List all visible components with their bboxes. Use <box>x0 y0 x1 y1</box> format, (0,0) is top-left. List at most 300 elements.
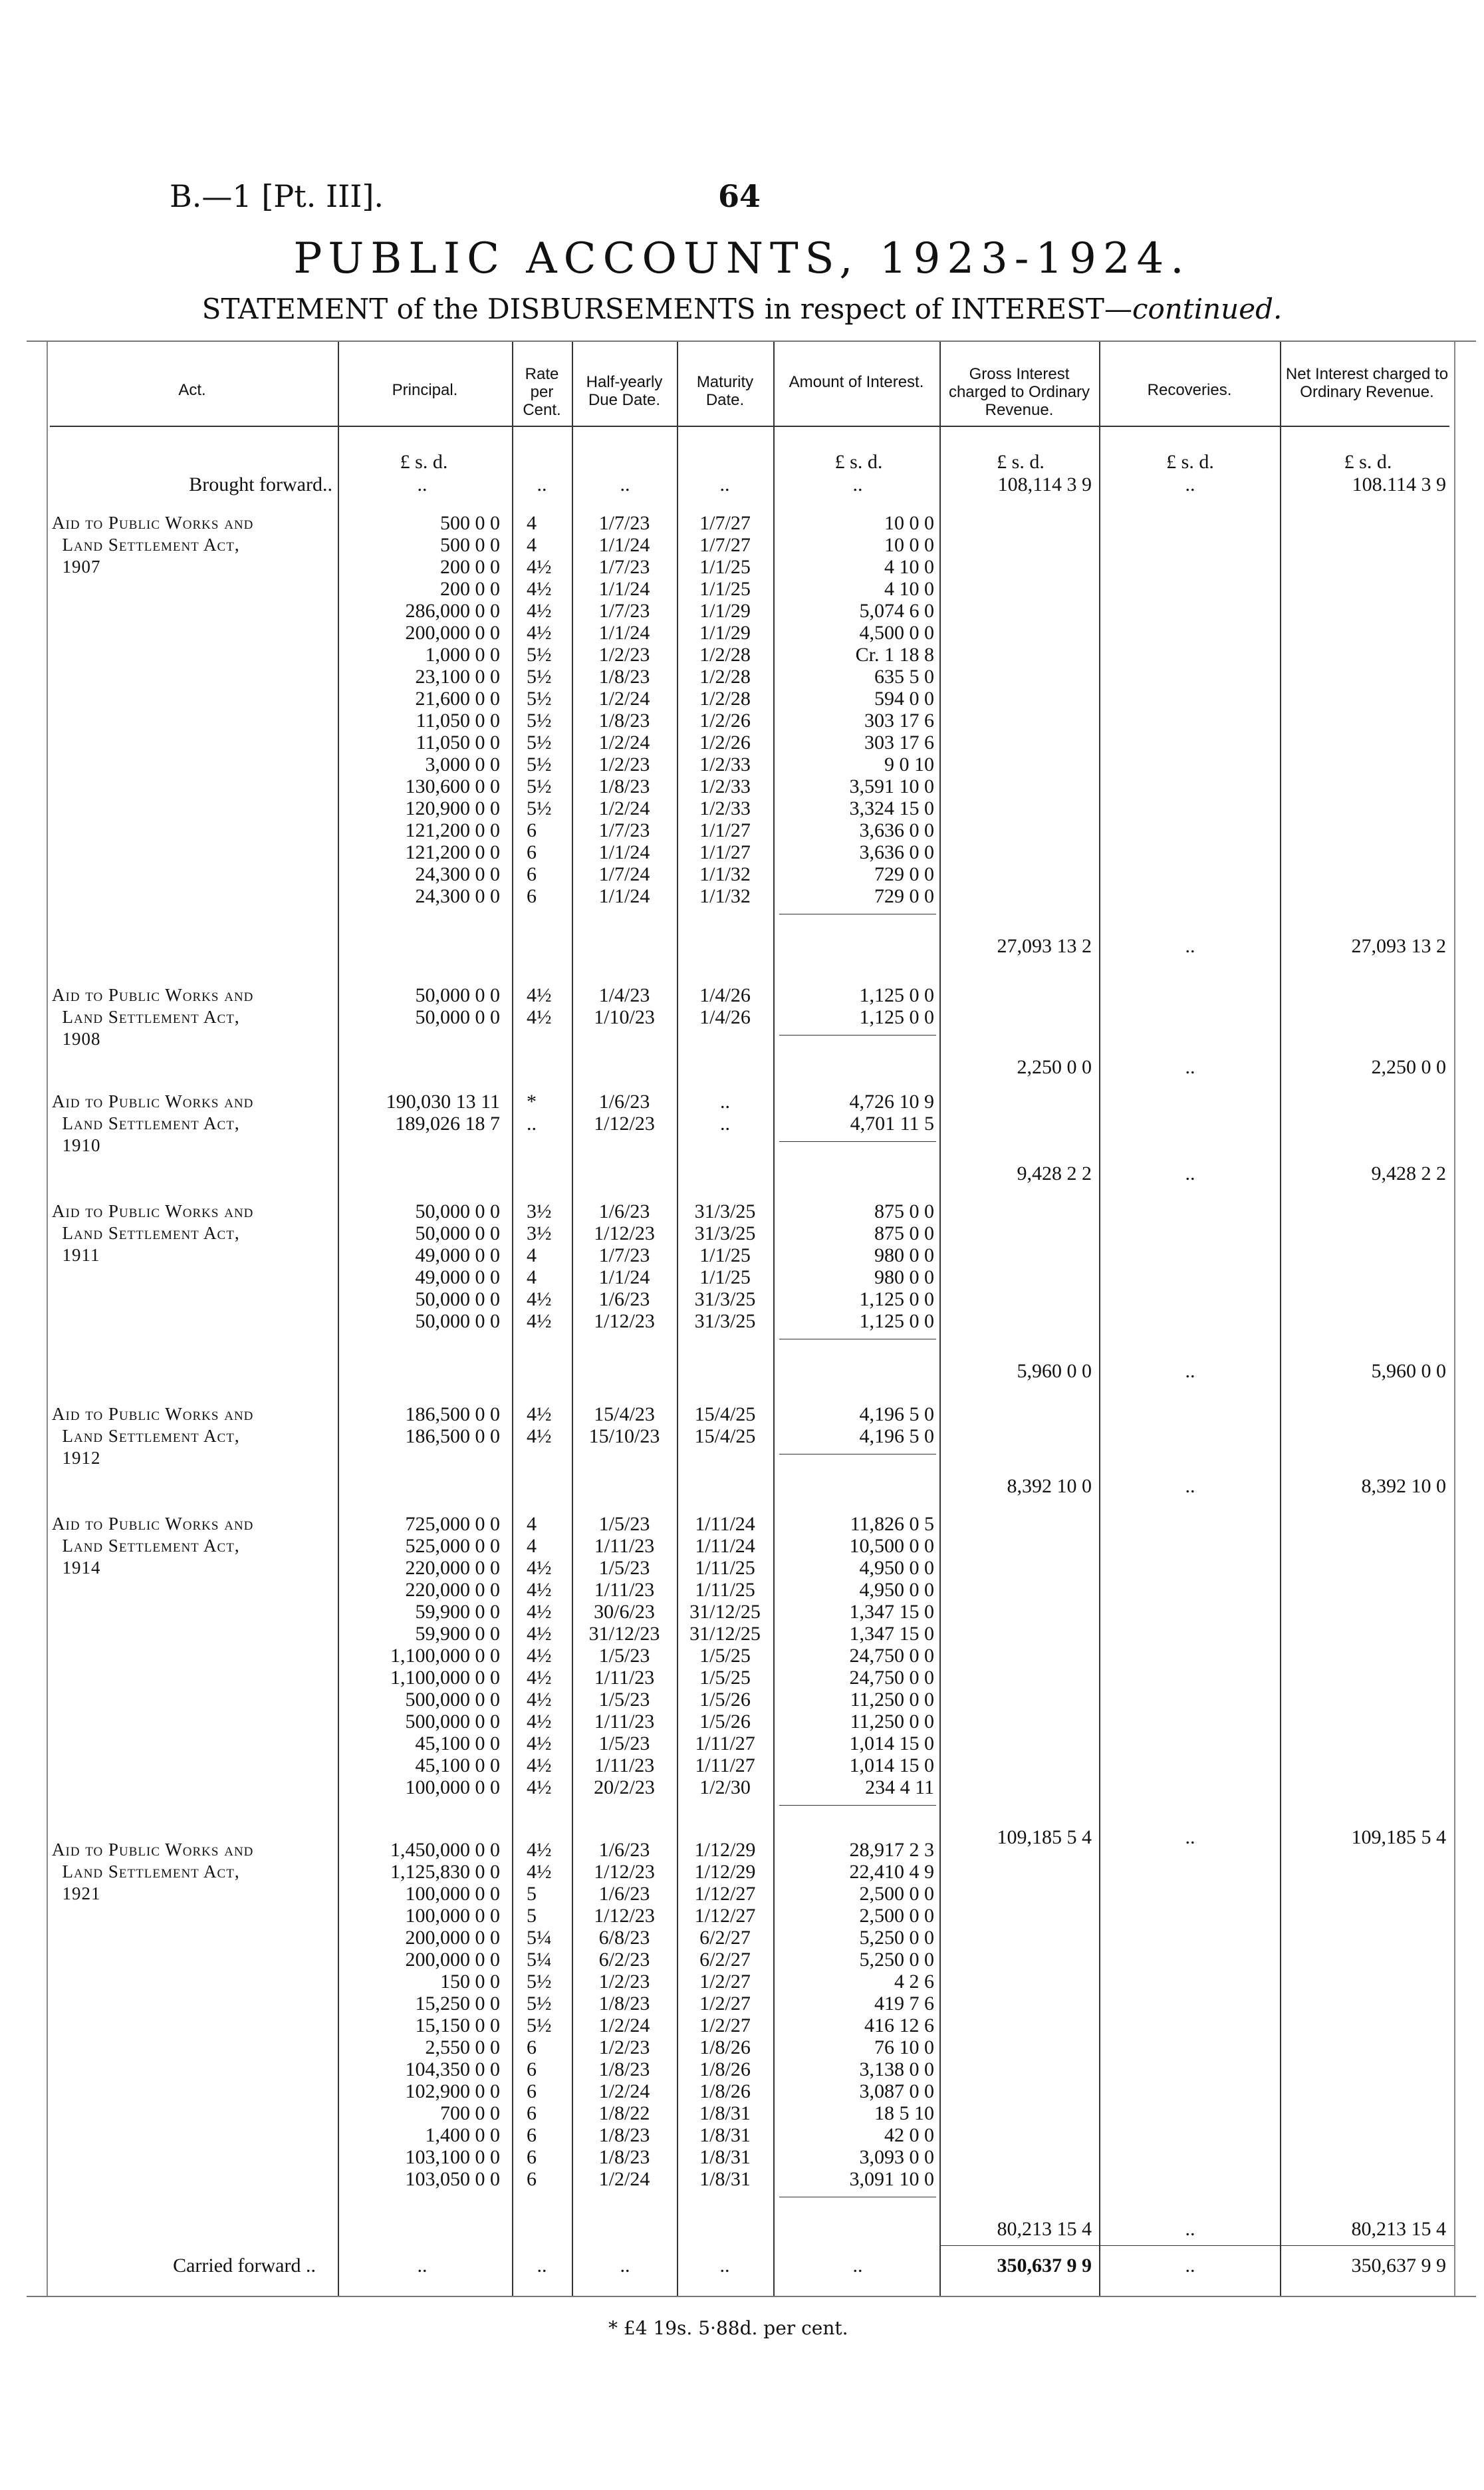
principal-value: 190,030 13 11 <box>386 1091 500 1113</box>
principal-value: 120,900 0 0 <box>405 797 500 819</box>
half-yearly-date: 1/8/23 <box>598 775 650 797</box>
rate-value: 6 <box>527 2058 537 2080</box>
rate-value: 3½ <box>527 1200 552 1222</box>
statement-subtitle <box>0 293 1484 325</box>
act-name: Aid to Public Works and Land Settlement Act, 1914 <box>52 1514 254 1578</box>
maturity-date: 31/3/25 <box>694 1200 756 1222</box>
maturity-date: 1/2/30 <box>699 1776 751 1798</box>
dots: .. <box>537 2255 547 2277</box>
rate-value: 4½ <box>527 578 552 600</box>
maturity-date: 1/12/29 <box>694 1839 756 1861</box>
principal-value: 24,300 0 0 <box>415 863 500 885</box>
act-name: Aid to Public Works and Land Settlement Act, 1911 <box>52 1201 254 1265</box>
interest-amount: 11,250 0 0 <box>850 1711 934 1732</box>
maturity-date: 31/3/25 <box>694 1222 756 1244</box>
brought-forward-gross: 108,114 3 9 <box>997 474 1092 495</box>
table-top-rule <box>27 341 1476 342</box>
header-bottom-rule <box>50 426 1449 427</box>
half-yearly-date: 1/2/23 <box>598 2036 650 2058</box>
currency-units: £ s. d. <box>997 451 1045 473</box>
net-interest: 2,250 0 0 <box>1371 1056 1446 1078</box>
interest-amount: 303 17 6 <box>864 732 934 754</box>
interest-amount: 3,591 10 0 <box>849 775 934 797</box>
half-yearly-date: 31/12/23 <box>588 1623 660 1645</box>
maturity-date: 15/4/25 <box>694 1425 756 1447</box>
currency-units: £ s. d. <box>834 451 883 473</box>
principal-value: 100,000 0 0 <box>405 1905 500 1927</box>
interest-amount: 10 0 0 <box>884 534 934 556</box>
rate-value: 4½ <box>527 1310 552 1332</box>
principal-value: 59,900 0 0 <box>415 1623 500 1645</box>
interest-amount: 3,091 10 0 <box>849 2168 934 2190</box>
half-yearly-date: 1/5/23 <box>598 1732 650 1754</box>
maturity-date: 1/1/32 <box>699 885 751 907</box>
rate-value: 4 <box>527 534 537 556</box>
interest-amount: 875 0 0 <box>874 1222 934 1244</box>
interest-amount: 594 0 0 <box>874 688 934 710</box>
half-yearly-date: 6/8/23 <box>598 1927 650 1949</box>
half-yearly-date: 1/1/24 <box>598 1266 650 1288</box>
rate-value: 6 <box>527 2036 537 2058</box>
dots: .. <box>852 474 863 495</box>
maturity-date: 1/8/31 <box>699 2102 751 2124</box>
rate-value: 6 <box>527 2146 537 2168</box>
half-yearly-date: 1/2/23 <box>598 754 650 775</box>
principal-value: 121,200 0 0 <box>405 841 500 863</box>
maturity-date: 1/1/27 <box>699 841 751 863</box>
maturity-date: 1/5/26 <box>699 1689 751 1711</box>
rate-value: 4½ <box>527 1557 552 1579</box>
page-number: 64 <box>718 178 761 214</box>
rate-value: 6 <box>527 819 537 841</box>
maturity-date: 1/2/33 <box>699 775 751 797</box>
interest-amount: 4,701 11 5 <box>850 1113 934 1135</box>
act-name: Aid to Public Works and Land Settlement Act, 1907 <box>52 513 254 577</box>
interest-amount: 18 5 10 <box>874 2102 934 2124</box>
rate-value: 4 <box>527 1244 537 1266</box>
header-recoveries: Recoveries. <box>1147 381 1232 399</box>
half-yearly-date: 1/7/23 <box>598 512 650 534</box>
principal-value: 150 0 0 <box>440 1971 500 1993</box>
principal-value: 220,000 0 0 <box>405 1557 500 1579</box>
rate-value: 6 <box>527 863 537 885</box>
half-yearly-date: 1/2/24 <box>598 732 650 754</box>
principal-value: 189,026 18 7 <box>395 1113 500 1135</box>
half-yearly-date: 1/6/23 <box>598 1288 650 1310</box>
gross-interest: 8,392 10 0 <box>1007 1475 1092 1497</box>
principal-value: 100,000 0 0 <box>405 1883 500 1905</box>
half-yearly-date: 1/7/23 <box>598 1244 650 1266</box>
maturity-date: 1/1/25 <box>699 556 751 578</box>
rate-value: .. <box>527 1113 537 1135</box>
interest-amount: 2,500 0 0 <box>859 1905 934 1927</box>
half-yearly-date: 1/12/23 <box>594 1222 655 1244</box>
half-yearly-date: 1/2/24 <box>598 2014 650 2036</box>
interest-amount: 980 0 0 <box>874 1266 934 1288</box>
rate-value: 6 <box>527 2124 537 2146</box>
rate-value: 5½ <box>527 732 552 754</box>
header-net: Net Interest charged to Ordinary Revenue. <box>1285 365 1449 401</box>
maturity-date: 1/1/25 <box>699 578 751 600</box>
interest-amount: 4 10 0 <box>884 578 934 600</box>
maturity-date: 1/12/29 <box>694 1861 756 1883</box>
principal-value: 1,100,000 0 0 <box>390 1645 500 1667</box>
maturity-date: 1/8/31 <box>699 2146 751 2168</box>
dots: .. <box>620 2255 630 2277</box>
maturity-date: 1/2/27 <box>699 1971 751 1993</box>
principal-value: 45,100 0 0 <box>415 1754 500 1776</box>
maturity-date: .. <box>720 1091 730 1113</box>
maturity-date: 1/2/28 <box>699 644 751 666</box>
interest-amount: 24,750 0 0 <box>849 1645 934 1667</box>
subtotal-rule <box>779 1805 936 1806</box>
interest-amount: 24,750 0 0 <box>849 1667 934 1689</box>
interest-amount: 4 10 0 <box>884 556 934 578</box>
half-yearly-date: 1/1/24 <box>598 534 650 556</box>
maturity-date: 1/1/25 <box>699 1244 751 1266</box>
half-yearly-date: 6/2/23 <box>598 1949 650 1971</box>
rate-value: 4½ <box>527 1776 552 1798</box>
maturity-date: 1/8/31 <box>699 2124 751 2146</box>
principal-value: 45,100 0 0 <box>415 1732 500 1754</box>
maturity-date: 1/7/27 <box>699 512 751 534</box>
footnote: * £4 19s. 5·88d. per cent. <box>608 2317 848 2339</box>
rate-value: 4½ <box>527 1711 552 1732</box>
maturity-date: 1/5/25 <box>699 1645 751 1667</box>
half-yearly-date: 1/6/23 <box>598 1883 650 1905</box>
half-yearly-date: 1/8/23 <box>598 2146 650 2168</box>
rate-value: 4½ <box>527 1861 552 1883</box>
rate-value: 5½ <box>527 1993 552 2014</box>
maturity-date: 1/11/27 <box>695 1732 755 1754</box>
interest-amount: 1,125 0 0 <box>859 1310 934 1332</box>
half-yearly-date: 15/10/23 <box>588 1425 660 1447</box>
principal-value: 103,100 0 0 <box>405 2146 500 2168</box>
maturity-date: 1/7/27 <box>699 534 751 556</box>
maturity-date: 1/2/26 <box>699 710 751 732</box>
half-yearly-date: 1/11/23 <box>594 1667 655 1689</box>
interest-amount: 4,950 0 0 <box>859 1557 934 1579</box>
maturity-date: 1/2/33 <box>699 797 751 819</box>
gross-interest: 80,213 15 4 <box>997 2218 1092 2240</box>
interest-amount: 3,087 0 0 <box>859 2080 934 2102</box>
half-yearly-date: 20/2/23 <box>594 1776 655 1798</box>
principal-value: 50,000 0 0 <box>415 1288 500 1310</box>
rate-value: 4½ <box>527 1667 552 1689</box>
principal-value: 104,350 0 0 <box>405 2058 500 2080</box>
rate-value: 6 <box>527 2102 537 2124</box>
principal-value: 49,000 0 0 <box>415 1244 500 1266</box>
maturity-date: 1/8/26 <box>699 2058 751 2080</box>
principal-value: 50,000 0 0 <box>415 1222 500 1244</box>
currency-units: £ s. d. <box>1344 451 1392 473</box>
maturity-date: 15/4/25 <box>694 1403 756 1425</box>
half-yearly-date: 1/2/23 <box>598 644 650 666</box>
rate-value: 5 <box>527 1883 537 1905</box>
rate-value: 4½ <box>527 1645 552 1667</box>
interest-amount: 234 4 11 <box>865 1776 934 1798</box>
net-interest: 8,392 10 0 <box>1361 1475 1446 1497</box>
net-interest: 27,093 13 2 <box>1351 935 1446 957</box>
maturity-date: 1/11/24 <box>695 1513 755 1535</box>
interest-amount: 5,250 0 0 <box>859 1949 934 1971</box>
rate-value: 5½ <box>527 797 552 819</box>
interest-amount: 3,138 0 0 <box>859 2058 934 2080</box>
header-act: Act. <box>178 381 206 399</box>
carried-forward-gross: 350,637 9 9 <box>997 2255 1092 2277</box>
subtitle-continued: continued. <box>1132 293 1283 325</box>
interest-amount: 42 0 0 <box>884 2124 934 2146</box>
interest-amount: 635 5 0 <box>874 666 934 688</box>
maturity-date: 1/12/27 <box>694 1905 756 1927</box>
half-yearly-date: 1/8/23 <box>598 1993 650 2014</box>
interest-amount: 416 12 6 <box>864 2014 934 2036</box>
carried-forward-label: Carried forward .. <box>173 2255 316 2277</box>
half-yearly-date: 1/2/23 <box>598 1971 650 1993</box>
principal-value: 220,000 0 0 <box>405 1579 500 1601</box>
maturity-date: 1/11/24 <box>695 1535 755 1557</box>
dots: .. <box>719 2255 730 2277</box>
column-rule <box>1099 341 1100 2296</box>
currency-units: £ s. d. <box>400 451 448 473</box>
interest-amount: 303 17 6 <box>864 710 934 732</box>
principal-value: 725,000 0 0 <box>405 1513 500 1535</box>
subtitle-lead: STATEMENT of the DISBURSEMENTS in respect of INTEREST— <box>201 293 1132 325</box>
column-rule <box>338 341 339 2296</box>
subtotal-rule <box>779 1141 936 1142</box>
half-yearly-date: 1/2/24 <box>598 797 650 819</box>
maturity-date: 1/1/25 <box>699 1266 751 1288</box>
interest-amount: 1,014 15 0 <box>849 1732 934 1754</box>
interest-amount: 5,250 0 0 <box>859 1927 934 1949</box>
maturity-date: 1/11/25 <box>695 1579 755 1601</box>
principal-value: 11,050 0 0 <box>416 732 500 754</box>
recoveries-value: .. <box>1185 1826 1195 1848</box>
principal-value: 200 0 0 <box>440 578 500 600</box>
act-name: Aid to Public Works and Land Settlement Act, 1910 <box>52 1091 254 1155</box>
half-yearly-date: 1/5/23 <box>598 1645 650 1667</box>
maturity-date: 1/2/28 <box>699 688 751 710</box>
principal-value: 286,000 0 0 <box>405 600 500 622</box>
maturity-date: 1/12/27 <box>694 1883 756 1905</box>
header-maturity: Maturity Date. <box>696 373 754 409</box>
maturity-date: 1/5/26 <box>699 1711 751 1732</box>
principal-value: 59,900 0 0 <box>415 1601 500 1623</box>
rate-value: 4 <box>527 1535 537 1557</box>
principal-value: 50,000 0 0 <box>415 1200 500 1222</box>
maturity-date: 6/2/27 <box>699 1927 751 1949</box>
interest-amount: 4 2 6 <box>894 1971 934 1993</box>
interest-amount: 9 0 10 <box>884 754 934 775</box>
half-yearly-date: 1/12/23 <box>594 1310 655 1332</box>
interest-amount: 3,324 15 0 <box>849 797 934 819</box>
half-yearly-date: 1/7/23 <box>598 556 650 578</box>
column-rule <box>47 341 48 2296</box>
rate-value: 4 <box>527 512 537 534</box>
maturity-date: 1/11/27 <box>695 1754 755 1776</box>
interest-amount: 3,636 0 0 <box>859 819 934 841</box>
principal-value: 500 0 0 <box>440 534 500 556</box>
half-yearly-date: 1/8/23 <box>598 666 650 688</box>
subtotal-rule <box>779 1035 936 1036</box>
interest-amount: 980 0 0 <box>874 1244 934 1266</box>
half-yearly-date: 1/2/24 <box>598 2080 650 2102</box>
interest-amount: 729 0 0 <box>874 885 934 907</box>
interest-amount: 729 0 0 <box>874 863 934 885</box>
gross-interest: 2,250 0 0 <box>1017 1056 1092 1078</box>
half-yearly-date: 1/11/23 <box>594 1579 655 1601</box>
carried-forward-rule <box>939 2245 1454 2246</box>
interest-amount: 1,347 15 0 <box>849 1623 934 1645</box>
act-name: Aid to Public Works and Land Settlement Act, 1912 <box>52 1404 254 1468</box>
principal-value: 130,600 0 0 <box>405 775 500 797</box>
maturity-date: 1/4/26 <box>699 984 751 1006</box>
act-name: Aid to Public Works and Land Settlement Act, 1921 <box>52 1840 254 1903</box>
half-yearly-date: 1/7/23 <box>598 819 650 841</box>
rate-value: 5½ <box>527 1971 552 1993</box>
rate-value: * <box>527 1091 537 1113</box>
net-interest: 109,185 5 4 <box>1351 1826 1446 1848</box>
half-yearly-date: 1/12/23 <box>594 1905 655 1927</box>
rate-value: 6 <box>527 2080 537 2102</box>
maturity-date: 1/2/27 <box>699 1993 751 2014</box>
rate-value: 6 <box>527 2168 537 2190</box>
principal-value: 3,000 0 0 <box>425 754 500 775</box>
half-yearly-date: 1/6/23 <box>598 1200 650 1222</box>
maturity-date: 1/2/33 <box>699 754 751 775</box>
maturity-date: 1/8/26 <box>699 2080 751 2102</box>
half-yearly-date: 1/5/23 <box>598 1557 650 1579</box>
recoveries-value: .. <box>1185 2218 1195 2240</box>
half-yearly-date: 1/5/23 <box>598 1513 650 1535</box>
interest-amount: 875 0 0 <box>874 1200 934 1222</box>
brought-forward-net: 108.114 3 9 <box>1352 474 1446 495</box>
interest-amount: 1,125 0 0 <box>859 1006 934 1028</box>
dots: .. <box>417 2255 428 2277</box>
dots: .. <box>719 474 730 495</box>
half-yearly-date: 1/8/23 <box>598 2058 650 2080</box>
header-rate: Rate per Cent. <box>523 365 561 419</box>
interest-amount: 1,347 15 0 <box>849 1601 934 1623</box>
half-yearly-date: 1/11/23 <box>594 1535 655 1557</box>
header-amount: Amount of Interest. <box>789 373 924 391</box>
gross-interest: 5,960 0 0 <box>1017 1360 1092 1382</box>
maturity-date: 31/12/25 <box>689 1601 761 1623</box>
interest-amount: 4,500 0 0 <box>859 622 934 644</box>
principal-value: 50,000 0 0 <box>415 1006 500 1028</box>
interest-amount: Cr. 1 18 8 <box>855 644 934 666</box>
maturity-date: 1/8/31 <box>699 2168 751 2190</box>
column-rule <box>1454 341 1455 2296</box>
half-yearly-date: 1/2/24 <box>598 2168 650 2190</box>
rate-value: 5¼ <box>527 1927 552 1949</box>
interest-amount: 5,074 6 0 <box>859 600 934 622</box>
maturity-date: 1/11/25 <box>695 1557 755 1579</box>
rate-value: 5½ <box>527 688 552 710</box>
rate-value: 4½ <box>527 1579 552 1601</box>
half-yearly-date: 1/11/23 <box>594 1711 655 1732</box>
maturity-date: 1/4/26 <box>699 1006 751 1028</box>
interest-amount: 1,125 0 0 <box>859 1288 934 1310</box>
recoveries-value: .. <box>1185 1360 1195 1382</box>
principal-value: 200,000 0 0 <box>405 1927 500 1949</box>
interest-amount: 1,125 0 0 <box>859 984 934 1006</box>
principal-value: 200,000 0 0 <box>405 622 500 644</box>
maturity-date: 1/1/32 <box>699 863 751 885</box>
principal-value: 24,300 0 0 <box>415 885 500 907</box>
dots: .. <box>620 474 630 495</box>
half-yearly-date: 1/7/24 <box>598 863 650 885</box>
rate-value: 4½ <box>527 1732 552 1754</box>
principal-value: 23,100 0 0 <box>415 666 500 688</box>
recoveries-value: .. <box>1185 1163 1195 1184</box>
principal-value: 525,000 0 0 <box>405 1535 500 1557</box>
principal-value: 49,000 0 0 <box>415 1266 500 1288</box>
half-yearly-date: 1/5/23 <box>598 1689 650 1711</box>
half-yearly-date: 1/11/23 <box>594 1754 655 1776</box>
interest-amount: 11,250 0 0 <box>850 1689 934 1711</box>
brought-forward-recoveries: .. <box>1185 474 1195 495</box>
net-interest: 9,428 2 2 <box>1371 1163 1446 1184</box>
carried-forward-net: 350,637 9 9 <box>1351 2255 1446 2277</box>
gross-interest: 109,185 5 4 <box>997 1826 1092 1848</box>
rate-value: 4½ <box>527 1754 552 1776</box>
maturity-date: 1/1/27 <box>699 819 751 841</box>
page-title: PUBLIC ACCOUNTS, 1923-1924. <box>293 234 1191 283</box>
rate-value: 4½ <box>527 1689 552 1711</box>
half-yearly-date: 30/6/23 <box>594 1601 655 1623</box>
principal-value: 121,200 0 0 <box>405 819 500 841</box>
rate-value: 4½ <box>527 1839 552 1861</box>
half-yearly-date: 1/1/24 <box>598 622 650 644</box>
rate-value: 4½ <box>527 1623 552 1645</box>
dots: .. <box>852 2255 863 2277</box>
principal-value: 103,050 0 0 <box>405 2168 500 2190</box>
principal-value: 50,000 0 0 <box>415 1310 500 1332</box>
maturity-date: 1/1/29 <box>699 600 751 622</box>
interest-amount: 3,093 0 0 <box>859 2146 934 2168</box>
header-gross: Gross Interest charged to Ordinary Revenue. <box>948 365 1090 419</box>
column-rule <box>512 341 513 2296</box>
rate-value: 4 <box>527 1513 537 1535</box>
rate-value: 4½ <box>527 1425 552 1447</box>
interest-amount: 3,636 0 0 <box>859 841 934 863</box>
maturity-date: 1/5/25 <box>699 1667 751 1689</box>
rate-value: 5½ <box>527 710 552 732</box>
header-half-yearly: Half-yearly Due Date. <box>586 373 663 409</box>
principal-value: 700 0 0 <box>440 2102 500 2124</box>
maturity-date: 6/2/27 <box>699 1949 751 1971</box>
interest-amount: 4,950 0 0 <box>859 1579 934 1601</box>
maturity-date: 1/2/28 <box>699 666 751 688</box>
rate-value: 4 <box>527 1266 537 1288</box>
recoveries-value: .. <box>1185 935 1195 957</box>
principal-value: 1,400 0 0 <box>425 2124 500 2146</box>
principal-value: 500 0 0 <box>440 512 500 534</box>
interest-amount: 10 0 0 <box>884 512 934 534</box>
principal-value: 21,600 0 0 <box>415 688 500 710</box>
carried-forward-recoveries: .. <box>1185 2255 1195 2277</box>
principal-value: 186,500 0 0 <box>405 1425 500 1447</box>
rate-value: 5½ <box>527 644 552 666</box>
interest-amount: 4,726 10 9 <box>849 1091 934 1113</box>
maturity-date: .. <box>720 1113 730 1135</box>
half-yearly-date: 1/7/23 <box>598 600 650 622</box>
half-yearly-date: 1/1/24 <box>598 578 650 600</box>
interest-amount: 11,826 0 5 <box>850 1513 934 1535</box>
half-yearly-date: 1/6/23 <box>598 1839 650 1861</box>
principal-value: 1,100,000 0 0 <box>390 1667 500 1689</box>
